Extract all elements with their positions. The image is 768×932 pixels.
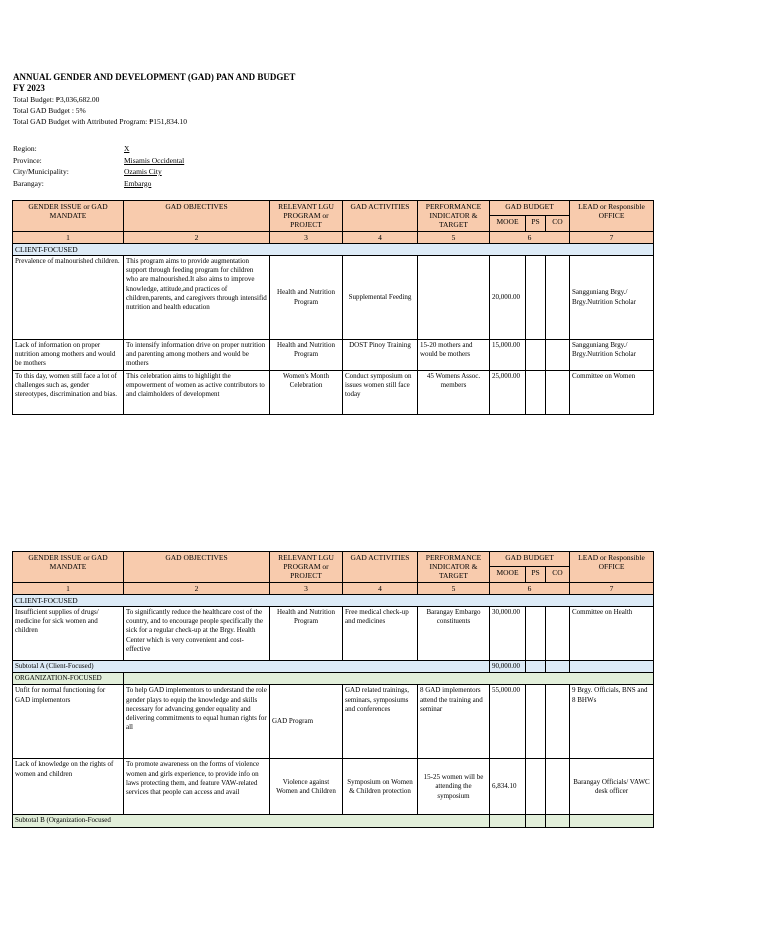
ps-cell: [526, 815, 546, 827]
co-cell: [546, 815, 570, 827]
col-header-activities: GAD ACTIVITIES: [343, 201, 418, 232]
total-budget: Total Budget: ₱3,036,682.00: [13, 95, 100, 104]
col-number: 6: [490, 231, 570, 243]
col-header-budget: GAD BUDGET: [490, 552, 570, 567]
mooe-cell: 6,834.10: [490, 759, 526, 815]
col-header-program: RELEVANT LGU PROGRAM or PROJECT: [270, 201, 343, 232]
col-number: 4: [343, 231, 418, 243]
objective-cell: To significantly reduce the healthcare cost of the country, and to encourage people specifically the sick for a regular check-up at the Brgy. Health Center which is very convenient and cost-effective: [124, 607, 270, 661]
col-number: 3: [270, 582, 343, 594]
office-cell: Committee on Health: [570, 607, 654, 661]
issue-cell: Unfit for normal functioning for GAD implementors: [13, 685, 124, 759]
col-header-mooe: MOOE: [490, 567, 526, 582]
office-cell: Barangay Officials/ VAWC desk officer: [570, 759, 654, 815]
mooe-cell: 30,000.00: [490, 607, 526, 661]
ps-cell: [526, 661, 546, 673]
section-label: CLIENT-FOCUSED: [13, 243, 654, 255]
col-number: 1: [13, 231, 124, 243]
col-header-co: CO: [546, 216, 570, 231]
col-header-ps: PS: [526, 216, 546, 231]
objective-cell: To promote awareness on the forms of violence women and girls experience, to provide info on laws protecting them, and feature VAW-related services that people can access and avail: [124, 759, 270, 815]
col-header-budget: GAD BUDGET: [490, 201, 570, 216]
col-header-indicator: PERFORMANCE INDICATOR & TARGET: [418, 552, 490, 583]
activity-cell: Symposium on Women & Children protection: [343, 759, 418, 815]
issue-cell: Lack of information on proper nutrition among mothers and would be mothers: [13, 340, 124, 371]
col-number: 7: [570, 231, 654, 243]
issue-cell: To this day, women still face a lot of challenges such as, gender stereotypes, discrimination and bias.: [13, 371, 124, 415]
province-label: Province:: [13, 155, 42, 165]
region-label: Region:: [13, 144, 37, 153]
total-gad-budget: Total GAD Budget : 5%: [13, 106, 86, 115]
col-number: 4: [343, 582, 418, 594]
activity-cell: Conduct symposium on issues women still face today: [343, 371, 418, 415]
col-header-activities: GAD ACTIVITIES: [343, 552, 418, 583]
objective-cell: This celebration aims to highlight the empowerment of women as active contributors to and claimholders of development: [124, 371, 270, 415]
subtotal-a-label: Subtotal A (Client-Focused): [13, 661, 490, 673]
office-cell: Sangguniang Brgy./ Brgy.Nutrition Scholar: [570, 340, 654, 371]
program-cell: Violence against Women and Children: [270, 759, 343, 815]
activity-cell: Supplemental Feeding: [343, 256, 418, 340]
indicator-cell: 8 GAD implementors attend the training and seminar: [418, 685, 490, 759]
table-row: [13, 340, 654, 371]
table-row: [13, 685, 654, 759]
co-cell: [546, 759, 570, 815]
program-cell: GAD Program: [270, 685, 343, 759]
indicator-cell: 45 Womens Assoc. members: [418, 371, 490, 415]
co-cell: [546, 607, 570, 661]
ps-cell: [526, 685, 546, 759]
fiscal-year: FY 2023: [13, 83, 45, 93]
document-header: [13, 72, 413, 127]
col-header-program: RELEVANT LGU PROGRAM or PROJECT: [270, 552, 343, 583]
indicator-cell: 15-25 women will be attending the symposium: [418, 759, 490, 815]
col-header-indicator: PERFORMANCE INDICATOR & TARGET: [418, 201, 490, 232]
col-header-ps: PS: [526, 567, 546, 582]
barangay-label: Barangay:: [13, 178, 44, 188]
col-header-office: LEAD or Responsible OFFICE: [570, 201, 654, 232]
activity-cell: Free medical check-up and medicines: [343, 607, 418, 661]
ps-cell: [526, 340, 546, 371]
co-cell: [546, 661, 570, 673]
location-block: [13, 143, 313, 189]
subtotal-b-label: Subtotal B (Organization-Focused: [13, 815, 490, 827]
program-cell: Health and Nutrition Program: [270, 340, 343, 371]
region-value: X: [124, 144, 130, 153]
mooe-cell: 20,000.00: [490, 256, 526, 340]
col-header-office: LEAD or Responsible OFFICE: [570, 552, 654, 583]
col-header-issue: GENDER ISSUE or GAD MANDATE: [13, 552, 124, 583]
objective-cell: To help GAD implementors to understand the role gender plays to equip the knowledge and skills necessary for advancing gender equality and delivering commitments to equal human rights for all: [124, 685, 270, 759]
activity-cell: GAD related trainings, seminars, symposiums and conferences: [343, 685, 418, 759]
program-cell: Health and Nutrition Program: [270, 607, 343, 661]
col-number: 7: [570, 582, 654, 594]
col-header-mooe: MOOE: [490, 216, 526, 231]
section-label-filler: [124, 673, 654, 685]
mooe-cell: 55,000.00: [490, 685, 526, 759]
table-row: [13, 371, 654, 415]
subtotal-a-value: 90,000.00: [490, 661, 526, 673]
total-attributed-budget: Total GAD Budget with Attributed Program: ₱151,834.10: [13, 117, 188, 126]
col-number: 3: [270, 231, 343, 243]
col-number: 1: [13, 582, 124, 594]
co-cell: [546, 256, 570, 340]
issue-cell: Lack of knowledge on the rights of women and children: [13, 759, 124, 815]
program-cell: Women's Month Celebration: [270, 371, 343, 415]
city-value: Ozamis City: [124, 167, 162, 176]
office-cell: [570, 815, 654, 827]
col-number: 2: [124, 231, 270, 243]
ps-cell: [526, 371, 546, 415]
indicator-cell: 15-20 mothers and would be mothers: [418, 340, 490, 371]
issue-cell: Prevalence of malnourished children.: [13, 256, 124, 340]
barangay-value: Embargo: [124, 178, 152, 188]
col-header-objectives: GAD OBJECTIVES: [124, 201, 270, 232]
office-cell: Sangguniang Brgy./ Brgy.Nutrition Scholar: [570, 256, 654, 340]
ps-cell: [526, 607, 546, 661]
col-number: 5: [418, 582, 490, 594]
col-number: 5: [418, 231, 490, 243]
province-value: Misamis Occidental: [124, 155, 185, 165]
city-label: City/Municipality:: [13, 167, 69, 176]
section-label: ORGANIZATION-FOCUSED: [13, 673, 124, 685]
issue-cell: Insufficient supplies of drugs/ medicine for sick women and children: [13, 607, 124, 661]
office-cell: Committee on Women: [570, 371, 654, 415]
indicator-cell: [418, 256, 490, 340]
ps-cell: [526, 256, 546, 340]
indicator-cell: Barangay Embargo constituents: [418, 607, 490, 661]
office-cell: 9 Brgy. Officials, BNS and 8 BHWs: [570, 685, 654, 759]
objective-cell: To intensify information drive on proper nutrition and parenting among mothers and would be mothers: [124, 340, 270, 371]
table-row: [13, 256, 654, 340]
co-cell: [546, 340, 570, 371]
col-number: 2: [124, 582, 270, 594]
gad-plan-table-1: [12, 200, 654, 415]
office-cell: [570, 661, 654, 673]
gad-plan-table-2: [12, 551, 654, 828]
col-header-objectives: GAD OBJECTIVES: [124, 552, 270, 583]
mooe-cell: 25,000.00: [490, 371, 526, 415]
col-header-co: CO: [546, 567, 570, 582]
program-cell: Health and Nutrition Program: [270, 256, 343, 340]
co-cell: [546, 685, 570, 759]
activity-cell: DOST Pinoy Training: [343, 340, 418, 371]
objective-cell: This program aims to provide augmentation support through feeding program for children who are malnourished.It also aims to improve knowledge, attitude,and practices of children,parents, and caregivers through intensifid nutrition and health education: [124, 256, 270, 340]
table-row: [13, 607, 654, 661]
section-label: CLIENT-FOCUSED: [13, 594, 654, 606]
co-cell: [546, 371, 570, 415]
col-header-issue: GENDER ISSUE or GAD MANDATE: [13, 201, 124, 232]
col-number: 6: [490, 582, 570, 594]
subtotal-b-value: [490, 815, 526, 827]
document-title: ANNUAL GENDER AND DEVELOPMENT (GAD) PAN AND BUDGET: [13, 72, 296, 82]
table-row: [13, 759, 654, 815]
mooe-cell: 15,000.00: [490, 340, 526, 371]
ps-cell: [526, 759, 546, 815]
